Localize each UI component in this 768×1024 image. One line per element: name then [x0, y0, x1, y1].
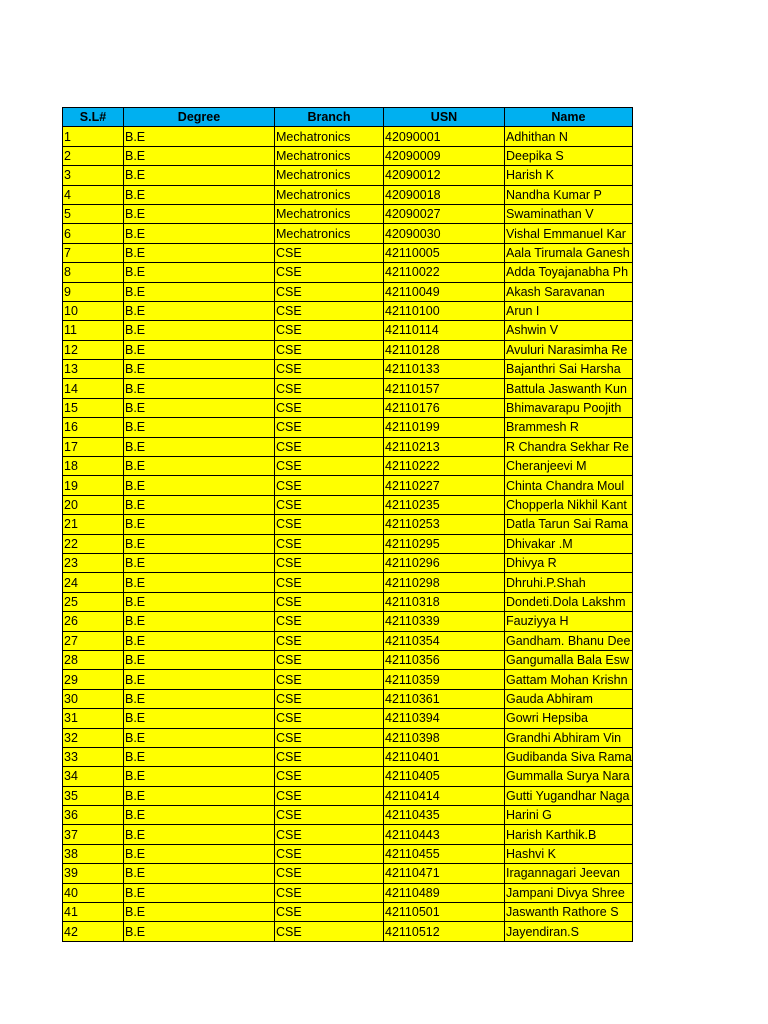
name-cell[interactable]: Battula Jaswanth Kun: [505, 379, 633, 398]
header-row: [63, 108, 633, 127]
table-row: [63, 398, 633, 417]
branch-cell[interactable]: CSE: [275, 786, 384, 805]
degree-cell[interactable]: B.E: [124, 709, 275, 728]
table-row: [63, 534, 633, 553]
table-row: [63, 243, 633, 262]
branch-cell[interactable]: CSE: [275, 573, 384, 592]
sl-no-cell[interactable]: 18: [63, 457, 124, 476]
table-row: [63, 379, 633, 398]
branch-cell[interactable]: CSE: [275, 864, 384, 883]
degree-cell[interactable]: B.E: [124, 844, 275, 863]
degree-cell[interactable]: B.E: [124, 767, 275, 786]
name-cell[interactable]: Dhruhi.P.Shah: [505, 573, 633, 592]
branch-cell[interactable]: Mechatronics: [275, 127, 384, 146]
sl-no-cell[interactable]: 28: [63, 650, 124, 669]
table-row: [63, 844, 633, 863]
degree-cell[interactable]: B.E: [124, 476, 275, 495]
degree-cell[interactable]: B.E: [124, 534, 275, 553]
branch-cell[interactable]: CSE: [275, 825, 384, 844]
branch-cell[interactable]: CSE: [275, 379, 384, 398]
name-cell[interactable]: Bhimavarapu Poojith: [505, 398, 633, 417]
table-row: [63, 146, 633, 165]
usn-cell[interactable]: 42090030: [384, 224, 505, 243]
usn-cell[interactable]: 42110298: [384, 573, 505, 592]
name-cell[interactable]: Deepika S: [505, 146, 633, 165]
name-cell[interactable]: Gummalla Surya Nara: [505, 767, 633, 786]
degree-cell[interactable]: B.E: [124, 379, 275, 398]
name-cell[interactable]: Dondeti.Dola Lakshm: [505, 592, 633, 611]
usn-cell[interactable]: 42110128: [384, 340, 505, 359]
branch-cell[interactable]: CSE: [275, 553, 384, 572]
degree-cell[interactable]: B.E: [124, 689, 275, 708]
name-cell[interactable]: Fauziyya H: [505, 612, 633, 631]
degree-cell[interactable]: B.E: [124, 224, 275, 243]
degree-cell[interactable]: B.E: [124, 922, 275, 941]
branch-cell[interactable]: CSE: [275, 709, 384, 728]
name-cell[interactable]: R Chandra Sekhar Re: [505, 437, 633, 456]
table-row: [63, 282, 633, 301]
usn-cell[interactable]: 42110100: [384, 301, 505, 320]
sl-no-cell[interactable]: 24: [63, 573, 124, 592]
usn-cell[interactable]: 42110049: [384, 282, 505, 301]
branch-cell[interactable]: CSE: [275, 534, 384, 553]
name-cell[interactable]: Cheranjeevi M: [505, 457, 633, 476]
sl-no-cell[interactable]: 25: [63, 592, 124, 611]
table-row: [63, 903, 633, 922]
usn-cell[interactable]: 42090001: [384, 127, 505, 146]
sl-no-cell[interactable]: 8: [63, 263, 124, 282]
degree-cell[interactable]: B.E: [124, 204, 275, 223]
degree-cell[interactable]: B.E: [124, 321, 275, 340]
table-row: [63, 127, 633, 146]
usn-cell[interactable]: 42110022: [384, 263, 505, 282]
branch-cell[interactable]: Mechatronics: [275, 185, 384, 204]
usn-cell[interactable]: 42110176: [384, 398, 505, 417]
branch-cell[interactable]: CSE: [275, 243, 384, 262]
table-row: [63, 767, 633, 786]
header-name[interactable]: Name: [505, 108, 633, 127]
table-row: [63, 166, 633, 185]
usn-cell[interactable]: 42110414: [384, 786, 505, 805]
name-cell[interactable]: Avuluri Narasimha Re: [505, 340, 633, 359]
table-row: [63, 457, 633, 476]
name-cell[interactable]: Aala Tirumala Ganesh: [505, 243, 633, 262]
branch-cell[interactable]: CSE: [275, 418, 384, 437]
branch-cell[interactable]: CSE: [275, 457, 384, 476]
table-row: [63, 728, 633, 747]
name-cell[interactable]: Bajanthri Sai Harsha: [505, 360, 633, 379]
table-row: [63, 495, 633, 514]
table-row: [63, 864, 633, 883]
name-cell[interactable]: Ashwin V: [505, 321, 633, 340]
branch-cell[interactable]: CSE: [275, 321, 384, 340]
sl-no-cell[interactable]: 10: [63, 301, 124, 320]
sl-no-cell[interactable]: 1: [63, 127, 124, 146]
table-row: [63, 922, 633, 941]
degree-cell[interactable]: B.E: [124, 825, 275, 844]
branch-cell[interactable]: CSE: [275, 670, 384, 689]
usn-cell[interactable]: 42110443: [384, 825, 505, 844]
usn-cell[interactable]: 42110356: [384, 650, 505, 669]
table-row: [63, 185, 633, 204]
usn-cell[interactable]: 42110512: [384, 922, 505, 941]
degree-cell[interactable]: B.E: [124, 360, 275, 379]
name-cell[interactable]: Harish K: [505, 166, 633, 185]
sl-no-cell[interactable]: 7: [63, 243, 124, 262]
table-row: [63, 573, 633, 592]
name-cell[interactable]: Dhivakar .M: [505, 534, 633, 553]
sl-no-cell[interactable]: 19: [63, 476, 124, 495]
usn-cell[interactable]: 42110435: [384, 806, 505, 825]
table-row: [63, 340, 633, 359]
branch-cell[interactable]: Mechatronics: [275, 224, 384, 243]
branch-cell[interactable]: CSE: [275, 844, 384, 863]
table-row: [63, 786, 633, 805]
sl-no-cell[interactable]: 30: [63, 689, 124, 708]
name-cell[interactable]: Jayendiran.S: [505, 922, 633, 941]
usn-cell[interactable]: 42110361: [384, 689, 505, 708]
sl-no-cell[interactable]: 31: [63, 709, 124, 728]
usn-cell[interactable]: 42110394: [384, 709, 505, 728]
sl-no-cell[interactable]: 29: [63, 670, 124, 689]
branch-cell[interactable]: CSE: [275, 398, 384, 417]
degree-cell[interactable]: B.E: [124, 515, 275, 534]
degree-cell[interactable]: B.E: [124, 612, 275, 631]
branch-cell[interactable]: CSE: [275, 340, 384, 359]
branch-cell[interactable]: CSE: [275, 650, 384, 669]
table-row: [63, 476, 633, 495]
table-row: [63, 747, 633, 766]
degree-cell[interactable]: B.E: [124, 185, 275, 204]
header-sl-no[interactable]: S.L#: [63, 108, 124, 127]
sl-no-cell[interactable]: 38: [63, 844, 124, 863]
header-branch[interactable]: Branch: [275, 108, 384, 127]
usn-cell[interactable]: 42110295: [384, 534, 505, 553]
sl-no-cell[interactable]: 15: [63, 398, 124, 417]
usn-cell[interactable]: 42110354: [384, 631, 505, 650]
branch-cell[interactable]: CSE: [275, 495, 384, 514]
degree-cell[interactable]: B.E: [124, 301, 275, 320]
branch-cell[interactable]: CSE: [275, 515, 384, 534]
usn-cell[interactable]: 42110213: [384, 437, 505, 456]
name-cell[interactable]: Datla Tarun Sai Rama: [505, 515, 633, 534]
name-cell[interactable]: Nandha Kumar P: [505, 185, 633, 204]
name-cell[interactable]: Hashvi K: [505, 844, 633, 863]
name-cell[interactable]: Gutti Yugandhar Naga: [505, 786, 633, 805]
degree-cell[interactable]: B.E: [124, 166, 275, 185]
name-cell[interactable]: Gandham. Bhanu Dee: [505, 631, 633, 650]
branch-cell[interactable]: CSE: [275, 263, 384, 282]
table-row: [63, 321, 633, 340]
branch-cell[interactable]: CSE: [275, 592, 384, 611]
branch-cell[interactable]: CSE: [275, 922, 384, 941]
branch-cell[interactable]: CSE: [275, 747, 384, 766]
sl-no-cell[interactable]: 16: [63, 418, 124, 437]
table-row: [63, 670, 633, 689]
name-cell[interactable]: Akash Saravanan: [505, 282, 633, 301]
usn-cell[interactable]: 42110199: [384, 418, 505, 437]
usn-cell[interactable]: 42110501: [384, 903, 505, 922]
sl-no-cell[interactable]: 9: [63, 282, 124, 301]
degree-cell[interactable]: B.E: [124, 650, 275, 669]
name-cell[interactable]: Gudibanda Siva Rama: [505, 747, 633, 766]
table-row: [63, 612, 633, 631]
branch-cell[interactable]: Mechatronics: [275, 146, 384, 165]
degree-cell[interactable]: B.E: [124, 495, 275, 514]
name-cell[interactable]: Gauda Abhiram: [505, 689, 633, 708]
name-cell[interactable]: Adda Toyajanabha Ph: [505, 263, 633, 282]
sl-no-cell[interactable]: 39: [63, 864, 124, 883]
degree-cell[interactable]: B.E: [124, 592, 275, 611]
sl-no-cell[interactable]: 4: [63, 185, 124, 204]
degree-cell[interactable]: B.E: [124, 398, 275, 417]
degree-cell[interactable]: B.E: [124, 670, 275, 689]
branch-cell[interactable]: CSE: [275, 301, 384, 320]
branch-cell[interactable]: CSE: [275, 437, 384, 456]
usn-cell[interactable]: 42110296: [384, 553, 505, 572]
degree-cell[interactable]: B.E: [124, 127, 275, 146]
usn-cell[interactable]: 42090018: [384, 185, 505, 204]
name-cell[interactable]: Jampani Divya Shree: [505, 883, 633, 902]
sl-no-cell[interactable]: 41: [63, 903, 124, 922]
degree-cell[interactable]: B.E: [124, 437, 275, 456]
sl-no-cell[interactable]: 34: [63, 767, 124, 786]
usn-cell[interactable]: 42110157: [384, 379, 505, 398]
usn-cell[interactable]: 42110405: [384, 767, 505, 786]
degree-cell[interactable]: B.E: [124, 573, 275, 592]
table-row: [63, 224, 633, 243]
degree-cell[interactable]: B.E: [124, 146, 275, 165]
table-row: [63, 650, 633, 669]
sl-no-cell[interactable]: 3: [63, 166, 124, 185]
degree-cell[interactable]: B.E: [124, 631, 275, 650]
branch-cell[interactable]: Mechatronics: [275, 166, 384, 185]
sl-no-cell[interactable]: 37: [63, 825, 124, 844]
branch-cell[interactable]: CSE: [275, 631, 384, 650]
table-row: [63, 204, 633, 223]
name-cell[interactable]: Adhithan N: [505, 127, 633, 146]
usn-cell[interactable]: 42110222: [384, 457, 505, 476]
usn-cell[interactable]: 42110114: [384, 321, 505, 340]
name-cell[interactable]: Chinta Chandra Moul: [505, 476, 633, 495]
sl-no-cell[interactable]: 26: [63, 612, 124, 631]
sl-no-cell[interactable]: 21: [63, 515, 124, 534]
usn-cell[interactable]: 42090027: [384, 204, 505, 223]
table-row: [63, 263, 633, 282]
degree-cell[interactable]: B.E: [124, 864, 275, 883]
table-row: [63, 418, 633, 437]
table-row: [63, 631, 633, 650]
sl-no-cell[interactable]: 5: [63, 204, 124, 223]
sl-no-cell[interactable]: 11: [63, 321, 124, 340]
sl-no-cell[interactable]: 40: [63, 883, 124, 902]
sl-no-cell[interactable]: 33: [63, 747, 124, 766]
sl-no-cell[interactable]: 2: [63, 146, 124, 165]
degree-cell[interactable]: B.E: [124, 903, 275, 922]
sl-no-cell[interactable]: 14: [63, 379, 124, 398]
branch-cell[interactable]: CSE: [275, 612, 384, 631]
name-cell[interactable]: Gangumalla Bala Esw: [505, 650, 633, 669]
header-degree[interactable]: Degree: [124, 108, 275, 127]
degree-cell[interactable]: B.E: [124, 883, 275, 902]
sl-no-cell[interactable]: 17: [63, 437, 124, 456]
header-usn[interactable]: USN: [384, 108, 505, 127]
usn-cell[interactable]: 42110235: [384, 495, 505, 514]
name-cell[interactable]: Jaswanth Rathore S: [505, 903, 633, 922]
usn-cell[interactable]: 42110318: [384, 592, 505, 611]
name-cell[interactable]: Chopperla Nikhil Kant: [505, 495, 633, 514]
branch-cell[interactable]: CSE: [275, 728, 384, 747]
branch-cell[interactable]: CSE: [275, 360, 384, 379]
usn-cell[interactable]: 42110489: [384, 883, 505, 902]
degree-cell[interactable]: B.E: [124, 457, 275, 476]
table-row: [63, 689, 633, 708]
table-row: [63, 515, 633, 534]
usn-cell[interactable]: 42110398: [384, 728, 505, 747]
name-cell[interactable]: Iragannagari Jeevan: [505, 864, 633, 883]
usn-cell[interactable]: 42110455: [384, 844, 505, 863]
degree-cell[interactable]: B.E: [124, 243, 275, 262]
table-row: [63, 883, 633, 902]
sl-no-cell[interactable]: 6: [63, 224, 124, 243]
name-cell[interactable]: Gowri Hepsiba: [505, 709, 633, 728]
usn-cell[interactable]: 42110253: [384, 515, 505, 534]
table-row: [63, 553, 633, 572]
name-cell[interactable]: Arun I: [505, 301, 633, 320]
table-row: [63, 825, 633, 844]
table-body: [63, 127, 633, 941]
sl-no-cell[interactable]: 27: [63, 631, 124, 650]
sl-no-cell[interactable]: 42: [63, 922, 124, 941]
branch-cell[interactable]: CSE: [275, 806, 384, 825]
sl-no-cell[interactable]: 12: [63, 340, 124, 359]
name-cell[interactable]: Brammesh R: [505, 418, 633, 437]
branch-cell[interactable]: CSE: [275, 282, 384, 301]
name-cell[interactable]: Grandhi Abhiram Vin: [505, 728, 633, 747]
sl-no-cell[interactable]: 23: [63, 553, 124, 572]
table-row: [63, 301, 633, 320]
table-row: [63, 437, 633, 456]
name-cell[interactable]: Gattam Mohan Krishn: [505, 670, 633, 689]
sl-no-cell[interactable]: 32: [63, 728, 124, 747]
usn-cell[interactable]: 42110471: [384, 864, 505, 883]
name-cell[interactable]: Vishal Emmanuel Kar: [505, 224, 633, 243]
branch-cell[interactable]: CSE: [275, 767, 384, 786]
table-row: [63, 360, 633, 379]
name-cell[interactable]: Swaminathan V: [505, 204, 633, 223]
degree-cell[interactable]: B.E: [124, 282, 275, 301]
name-cell[interactable]: Dhivya R: [505, 553, 633, 572]
table-row: [63, 806, 633, 825]
degree-cell[interactable]: B.E: [124, 806, 275, 825]
table-row: [63, 592, 633, 611]
degree-cell[interactable]: B.E: [124, 263, 275, 282]
usn-cell[interactable]: 42110401: [384, 747, 505, 766]
usn-cell[interactable]: 42110227: [384, 476, 505, 495]
sl-no-cell[interactable]: 20: [63, 495, 124, 514]
name-cell[interactable]: Harish Karthik.B: [505, 825, 633, 844]
degree-cell[interactable]: B.E: [124, 786, 275, 805]
branch-cell[interactable]: CSE: [275, 476, 384, 495]
branch-cell[interactable]: CSE: [275, 689, 384, 708]
branch-cell[interactable]: CSE: [275, 903, 384, 922]
usn-cell[interactable]: 42110005: [384, 243, 505, 262]
usn-cell[interactable]: 42110339: [384, 612, 505, 631]
usn-cell[interactable]: 42090012: [384, 166, 505, 185]
degree-cell[interactable]: B.E: [124, 553, 275, 572]
name-cell[interactable]: Harini G: [505, 806, 633, 825]
sl-no-cell[interactable]: 13: [63, 360, 124, 379]
sl-no-cell[interactable]: 36: [63, 806, 124, 825]
usn-cell[interactable]: 42110359: [384, 670, 505, 689]
degree-cell[interactable]: B.E: [124, 747, 275, 766]
student-table: [62, 107, 633, 942]
branch-cell[interactable]: CSE: [275, 883, 384, 902]
sl-no-cell[interactable]: 22: [63, 534, 124, 553]
branch-cell[interactable]: Mechatronics: [275, 204, 384, 223]
degree-cell[interactable]: B.E: [124, 418, 275, 437]
degree-cell[interactable]: B.E: [124, 728, 275, 747]
sl-no-cell[interactable]: 35: [63, 786, 124, 805]
usn-cell[interactable]: 42090009: [384, 146, 505, 165]
table-row: [63, 709, 633, 728]
usn-cell[interactable]: 42110133: [384, 360, 505, 379]
degree-cell[interactable]: B.E: [124, 340, 275, 359]
